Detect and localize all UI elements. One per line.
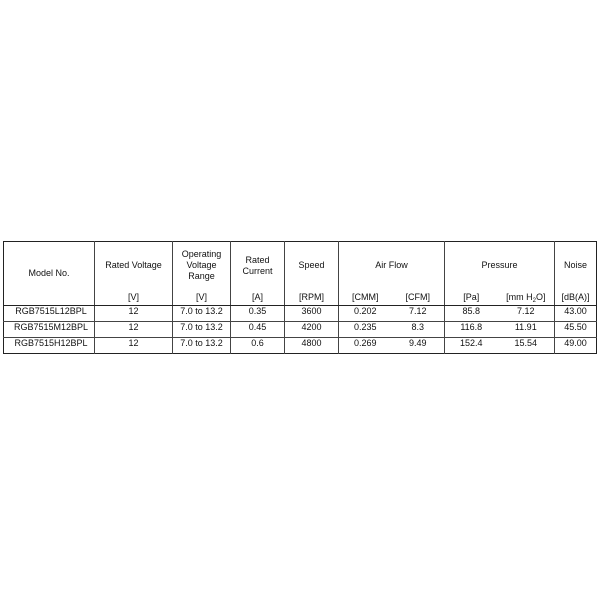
table-row — [4, 306, 597, 322]
unit-pressure-mmh2o — [498, 290, 555, 306]
unit-pressure-mmh2o-prefix: [mm H — [506, 292, 533, 302]
header-operating-voltage-range — [173, 242, 231, 290]
header-rated-current-line-2: Current — [242, 265, 273, 276]
unit-air-flow-cmm: [CMM] — [339, 290, 392, 306]
cell-model: RGB7515H12BPL — [14, 338, 88, 348]
unit-air-flow-cfm: [CFM] — [392, 290, 445, 306]
cell-speed: 3600 — [285, 306, 339, 322]
header-rated-voltage-label: Rated Voltage — [105, 260, 162, 271]
unit-pressure-pa: [Pa] — [445, 290, 498, 306]
header-operating-line-3: Range — [188, 271, 215, 282]
cell-rated-voltage: 12 — [95, 306, 173, 322]
header-air-flow — [339, 242, 445, 290]
cell-operating-range: 7.0 to 13.2 — [173, 322, 231, 338]
cell-air-flow-cfm: 9.49 — [408, 338, 427, 348]
header-rated-voltage — [95, 242, 173, 290]
cell-rated-current: 0.35 — [231, 306, 285, 322]
cell-speed: 4200 — [285, 322, 339, 338]
header-pressure-label: Pressure — [481, 260, 518, 271]
header-operating-line-2: Voltage — [186, 260, 217, 271]
cell-air-flow-cfm: 7.12 — [392, 306, 445, 322]
table-row — [4, 322, 597, 338]
cell-pressure-mmh2o: 15.54 — [514, 338, 538, 348]
cell-pressure-pa: 152.4 — [445, 338, 498, 354]
unit-pressure-mmh2o-subscript: 2 — [532, 298, 536, 304]
cell-air-flow-cfm: 8.3 — [392, 322, 445, 338]
cell-air-flow-cmm: 0.235 — [339, 322, 392, 338]
unit-rated-current: [A] — [231, 290, 285, 306]
header-speed-label: Speed — [298, 260, 325, 271]
header-air-flow-label: Air Flow — [375, 260, 408, 271]
cell-pressure-mmh2o: 7.12 — [498, 306, 555, 322]
cell-model: RGB7515M12BPL — [4, 322, 95, 338]
unit-rated-voltage: [V] — [95, 290, 173, 306]
cell-noise: 43.00 — [555, 306, 597, 322]
cell-operating-range: 7.0 to 13.2 — [173, 306, 231, 322]
cell-air-flow-cmm: 0.202 — [339, 306, 392, 322]
cell-noise: 49.00 — [555, 338, 597, 354]
table-row — [4, 338, 597, 354]
cell-model: RGB7515L12BPL — [4, 306, 95, 322]
unit-operating-voltage-range: [V] — [173, 290, 231, 306]
unit-speed: [RPM] — [285, 290, 339, 306]
header-noise — [555, 242, 597, 290]
header-speed — [285, 242, 339, 290]
cell-rated-current: 0.45 — [231, 322, 285, 338]
cell-rated-voltage: 12 — [95, 322, 173, 338]
cell-rated-voltage: 12 — [95, 338, 173, 354]
unit-noise: [dB(A)] — [555, 290, 597, 306]
unit-pressure-mmh2o-suffix: O] — [535, 292, 546, 302]
header-row — [4, 242, 597, 290]
cell-rated-current: 0.6 — [231, 338, 285, 354]
fan-spec-table — [3, 241, 597, 354]
header-pressure — [445, 242, 555, 290]
header-model-no-label: Model No. — [28, 268, 70, 278]
cell-speed: 4800 — [285, 338, 339, 354]
cell-pressure-pa: 116.8 — [445, 322, 498, 338]
cell-pressure-pa: 85.8 — [445, 306, 498, 322]
cell-pressure-mmh2o: 11.91 — [498, 322, 555, 338]
cell-air-flow-cmm: 0.269 — [339, 338, 392, 354]
header-rated-current-line-1: Rated — [245, 254, 270, 265]
header-rated-current — [231, 242, 285, 290]
cell-operating-range: 7.0 to 13.2 — [173, 338, 231, 354]
header-noise-label: Noise — [564, 260, 588, 271]
header-operating-line-1: Operating — [181, 249, 222, 260]
header-model-no — [4, 242, 95, 306]
cell-noise: 45.50 — [555, 322, 597, 338]
